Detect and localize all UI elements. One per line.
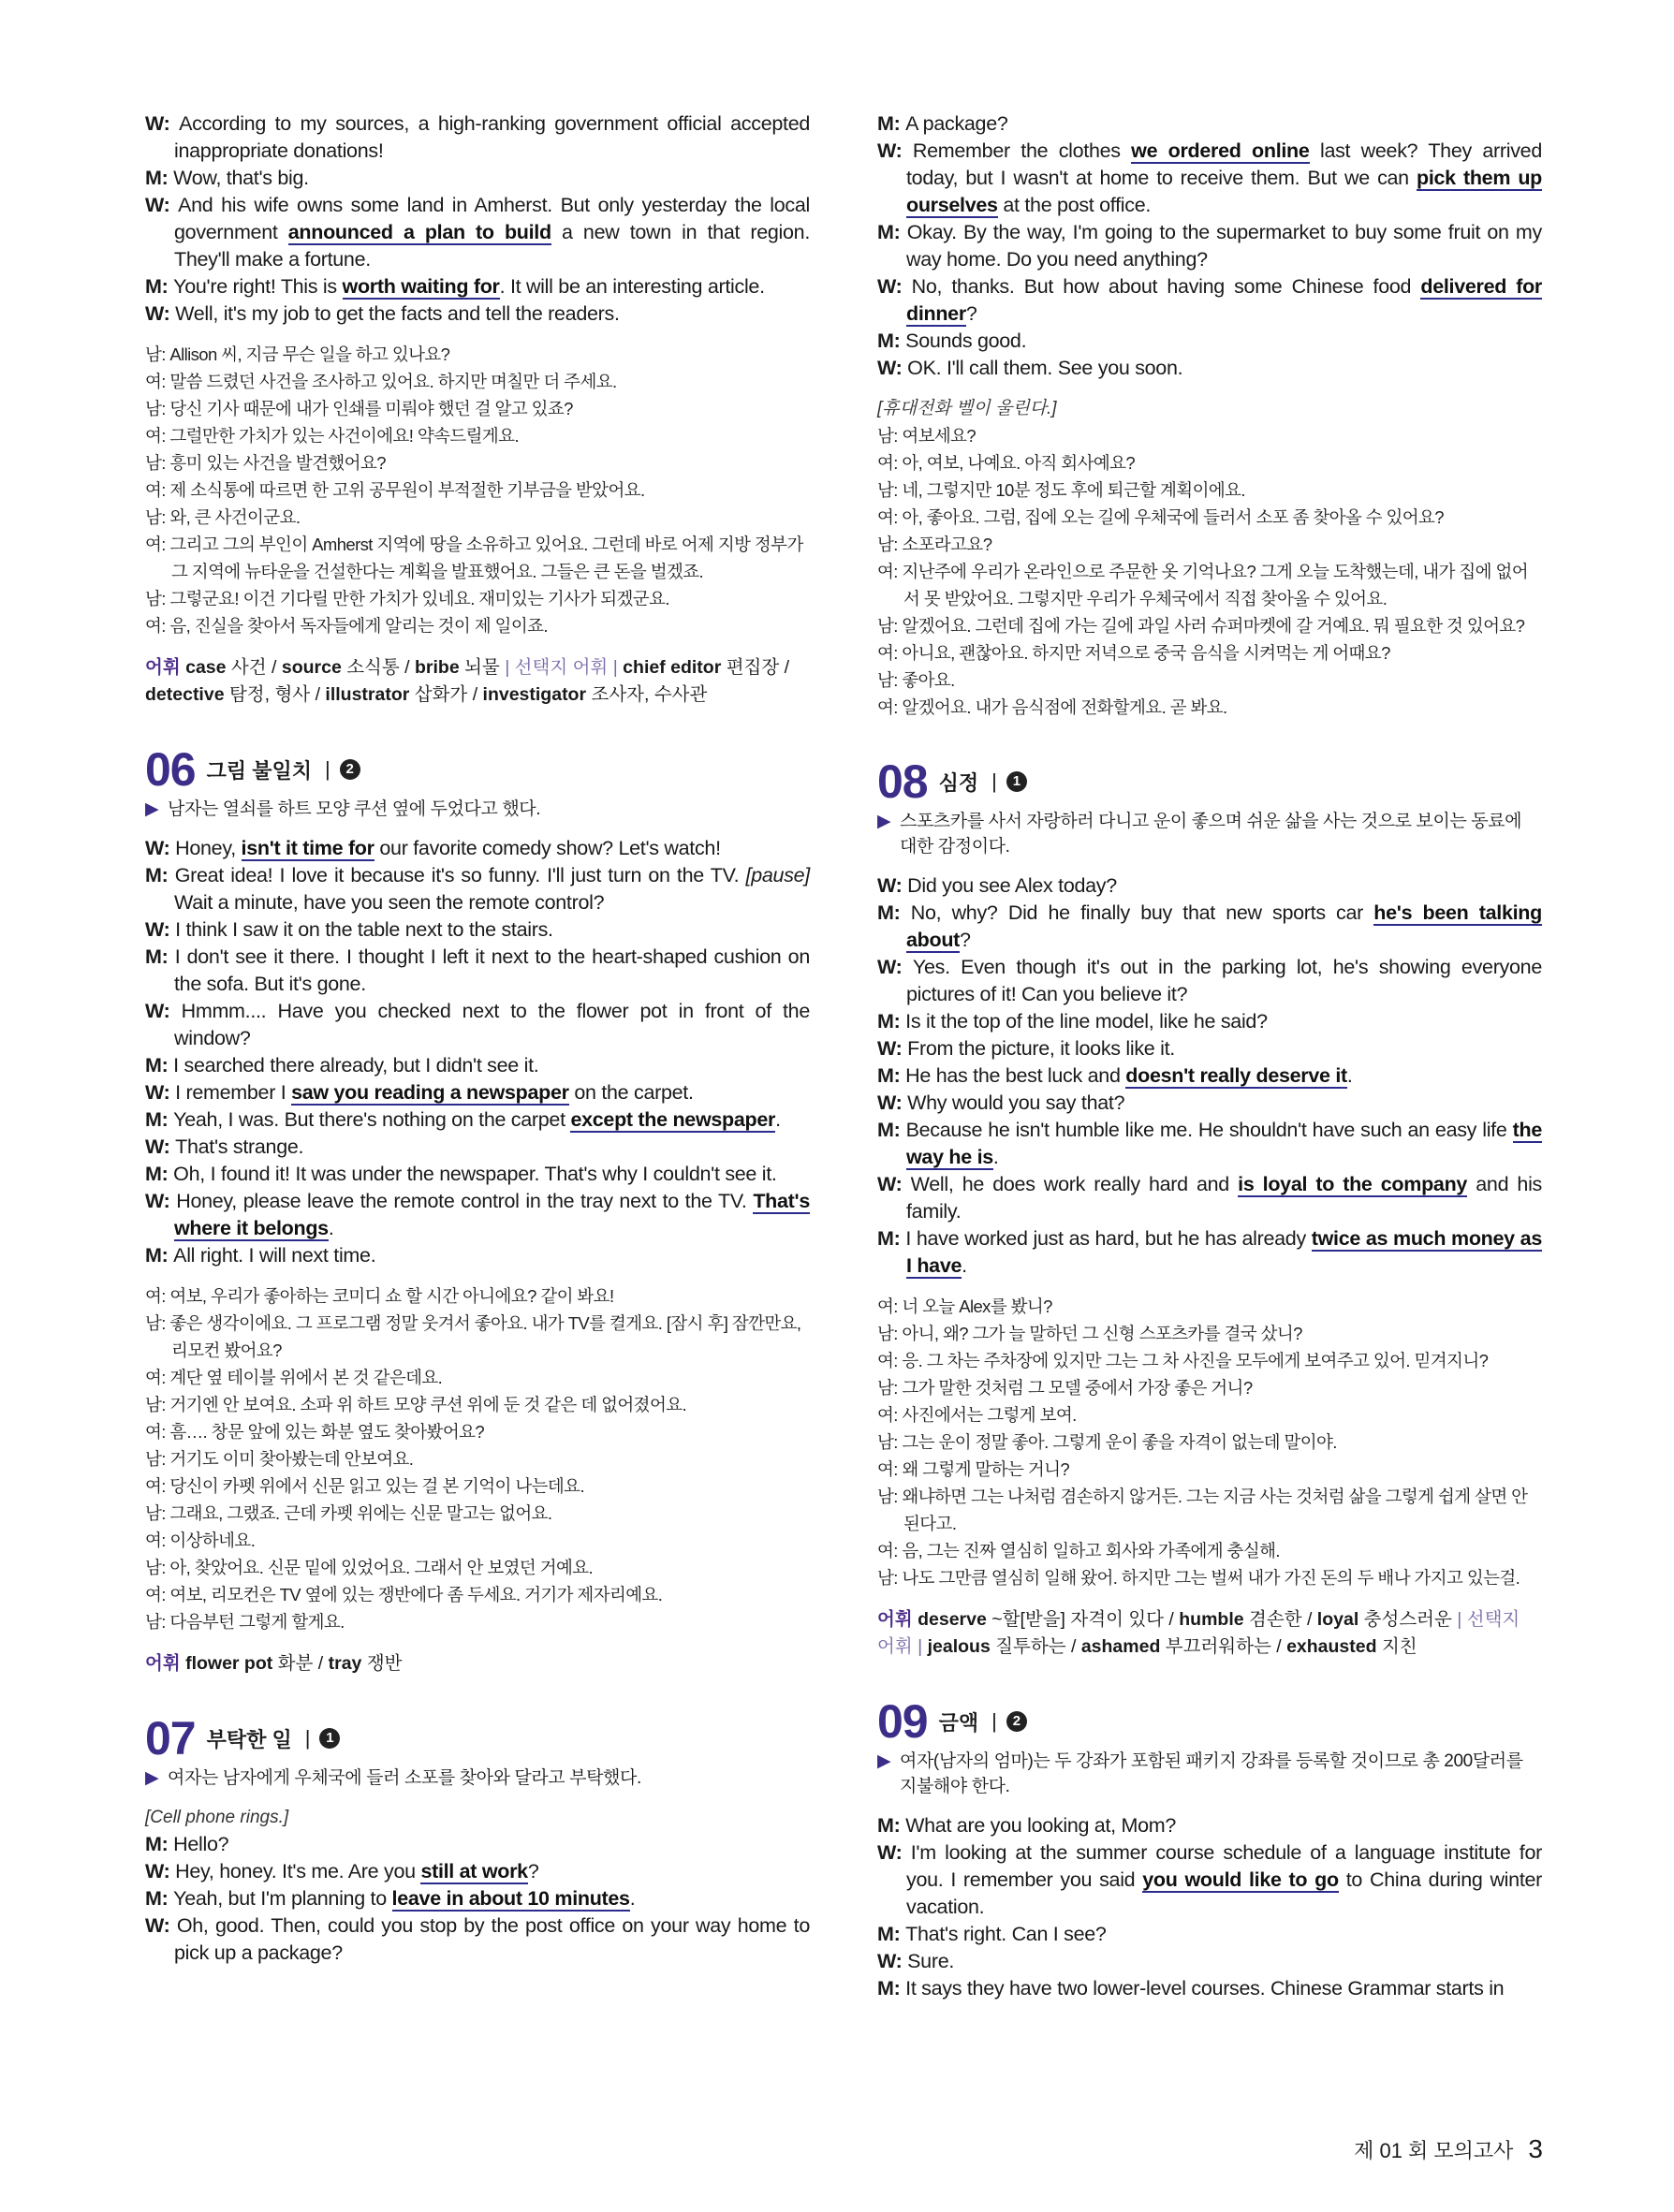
key-phrase: twice as much money as I have (906, 1227, 1542, 1277)
speaker-label: M: (145, 945, 175, 968)
section-summary (145, 797, 810, 822)
key-phrase: That's where it belongs (174, 1190, 810, 1239)
stage-cue: [Cell phone rings.] (145, 1808, 289, 1827)
dialogue-text: Remember the clothes (912, 139, 1132, 162)
dialogue-text: last week? They arrived today, but I wasn't at home to receive them. But we can (906, 139, 1542, 189)
dialogue-line (145, 1885, 810, 1912)
korean-line: 남: 아, 찾았어요. 신문 밑에 있었어요. 그래서 안 보였던 거예요. (145, 1558, 594, 1577)
dialogue-line (877, 1225, 1542, 1280)
korean-line: 남: 그렇군요! 이건 기다릴 만한 가치가 있네요. 재미있는 기사가 되겠군요. (145, 589, 669, 608)
speaker-label: W: (877, 1037, 908, 1060)
speaker-label: M: (877, 901, 911, 924)
arrow-icon: ▶ (877, 1751, 891, 1771)
dialogue-line (877, 273, 1542, 328)
dialogue-line (145, 273, 810, 300)
korean-line: 남: 그는 운이 정말 좋아. 그렇게 운이 좋을 자격이 없는데 말이야. (877, 1432, 1337, 1452)
vocab-meaning: ~할[받을] 자격이 있다 / (986, 1609, 1180, 1630)
section-06 (145, 742, 810, 1677)
dialogue-05 (145, 110, 810, 328)
dialogue-line (145, 1134, 810, 1161)
korean-line: 여: 당신이 카펫 위에서 신문 읽고 있는 걸 본 기억이 나는데요. (145, 1476, 584, 1496)
dialogue-line (877, 1948, 1542, 1975)
dialogue-text: ? (960, 929, 971, 951)
dialogue-text: That's strange. (175, 1135, 304, 1158)
dialogue-line (877, 110, 1542, 138)
dialogue-text: at the post office. (997, 194, 1152, 216)
korean-line: 남: 흥미 있는 사건을 발견했어요? (145, 453, 386, 473)
vocab-word: chief editor (617, 657, 722, 678)
vocab-tag: 어휘 (145, 1653, 186, 1674)
korean-line: 여: 음, 진실을 찾아서 독자들에게 알리는 것이 제 일이죠. (145, 616, 548, 636)
dialogue-text: ? (965, 302, 977, 325)
key-phrase: still at work (420, 1860, 528, 1882)
answer-number-badge: 1 (1006, 771, 1027, 792)
vocab-word: jealous (922, 1636, 991, 1657)
dialogue-line (877, 219, 1542, 273)
dialogue-line (145, 1079, 810, 1106)
korean-line: 여: 제 소식통에 따르면 한 고위 공무원이 부적절한 기부금을 받았어요. (145, 480, 645, 500)
section-08 (877, 754, 1542, 1661)
vocab-meaning: 편집장 / (721, 657, 790, 678)
section-summary (877, 1749, 1542, 1799)
dialogue-text: That's right. Can I see? (905, 1923, 1107, 1945)
cue-07-korean: [휴대전화 벨이 울린다.] (877, 399, 1057, 418)
dialogue-text: Oh, good. Then, could you stop by the post office on your way home to pick up a package? (174, 1914, 811, 1964)
section-07 (145, 1711, 810, 1967)
speaker-label: W: (877, 139, 913, 162)
speaker-label: M: (145, 1108, 174, 1131)
vocab-tag: 어휘 (145, 657, 186, 678)
arrow-icon: ▶ (145, 799, 159, 819)
dialogue (877, 1812, 1542, 2002)
dialogue-line (877, 1839, 1542, 1921)
dialogue-line (145, 110, 810, 165)
dialogue-line (877, 872, 1542, 900)
vocab-05 (145, 654, 810, 709)
korean-line: 남: 거기엔 안 보여요. 소파 위 하트 모양 쿠션 위에 둔 것 같은 데 없어졌어요. (145, 1395, 687, 1414)
dialogue-line (145, 1912, 810, 1967)
speaker-label: M: (145, 864, 175, 886)
vocab-meaning: 사건 / (226, 657, 282, 678)
dialogue-line (145, 1052, 810, 1079)
dialogue-line (877, 138, 1542, 219)
speaker-label: W: (877, 357, 908, 379)
key-phrase: worth waiting for (342, 275, 500, 298)
section-title: 금액 (938, 1710, 979, 1735)
left-column (145, 110, 810, 1967)
dialogue-line (145, 165, 810, 192)
korean-line: 여: 계단 옆 테이블 위에서 본 것 같은데요. (145, 1368, 443, 1387)
korean-line: 남: 당신 기사 때문에 내가 인쇄를 미뤄야 했던 걸 알고 있죠? (145, 399, 573, 418)
korean-line: 여: 아, 좋아요. 그럼, 집에 오는 길에 우체국에 들러서 소포 좀 찾아올 수 있어요? (877, 507, 1445, 527)
vocab-word: bribe (414, 657, 460, 678)
answer-number-badge: 2 (1006, 1711, 1027, 1732)
korean-line: 여: 그럴만한 가치가 있는 사건이에요! 약속드릴게요. (145, 426, 520, 446)
dialogue-line (145, 192, 810, 273)
speaker-label: W: (877, 1173, 911, 1195)
vocab-meaning: 지친 (1376, 1636, 1417, 1657)
vocab-word: source (281, 657, 342, 678)
korean-line: 남: 소포라고요? (877, 535, 992, 554)
korean-line: 여: 왜 그렇게 말하는 거니? (877, 1459, 1070, 1479)
dialogue-text: What are you looking at, Mom? (905, 1814, 1177, 1837)
speaker-label: M: (877, 112, 906, 135)
footer-label: 제 01 회 모의고사 (1354, 2138, 1514, 2162)
dialogue-text: No, thanks. But how about having some Chinese food (911, 275, 1421, 298)
dialogue-text: . It will be an interesting article. (499, 275, 765, 298)
section-number: 06 (145, 743, 196, 796)
speaker-label: M: (877, 1010, 906, 1033)
speaker-label: W: (145, 194, 179, 216)
dialogue-line (145, 1106, 810, 1134)
key-phrase: except the newspaper (570, 1108, 776, 1131)
key-phrase: we ordered online (1131, 139, 1310, 162)
speaker-label: M: (145, 167, 174, 189)
key-phrase: leave in about 10 minutes (391, 1887, 630, 1910)
speaker-label: W: (145, 1190, 177, 1212)
dialogue-text: Is it the top of the line model, like he said? (905, 1010, 1268, 1033)
vocab-tag: 어휘 (877, 1609, 918, 1630)
speaker-label: M: (877, 1064, 906, 1087)
korean-line: 여: 음, 그는 진짜 열심히 일하고 회사와 가족에게 충실해. (877, 1541, 1280, 1560)
dialogue-text: Wow, that's big. (173, 167, 309, 189)
korean-line: 남: 나도 그만큼 열심히 일해 왔어. 하지만 그는 벌써 내가 가진 돈의 두 배나 가지고 있는걸. (877, 1568, 1520, 1588)
korean-line: 남: 여보세요? (877, 426, 976, 446)
section-divider: | (325, 757, 330, 781)
dialogue-text: All right. I will next time. (173, 1244, 376, 1267)
dialogue-text: No, why? Did he finally buy that new sports car (910, 901, 1374, 924)
vocab-list (145, 1650, 810, 1677)
dialogue-line (877, 1921, 1542, 1948)
section-divider: | (991, 769, 997, 793)
dialogue-text: According to my sources, a high-ranking government official accepted inappropriate donations! (174, 112, 811, 162)
right-column (877, 110, 1542, 2002)
dialogue-text: Great idea! I love it because it's so funny. I'll just turn on the TV. (174, 864, 746, 886)
dialogue-text: A package? (905, 112, 1008, 135)
section-header (145, 1711, 810, 1765)
section-header (145, 742, 810, 797)
vocab-word: tray (328, 1653, 362, 1674)
speaker-label: W: (145, 1135, 176, 1158)
vocab-word: exhausted (1286, 1636, 1377, 1657)
speaker-label: M: (145, 1163, 174, 1185)
dialogue-text: Hmmm.... Have you checked next to the flower pot in front of the window? (174, 1000, 810, 1049)
speaker-label: M: (145, 1054, 174, 1077)
dialogue-line (877, 900, 1542, 954)
dialogue-text: . (992, 1146, 999, 1168)
korean-translation-07 (877, 422, 1542, 721)
vocab-separator: | 선택지 어휘 | (505, 657, 618, 678)
section-title: 부탁한 일 (206, 1727, 292, 1751)
dialogue-text: Yeah, but I'm planning to (173, 1887, 392, 1910)
dialogue-text: . (629, 1887, 636, 1910)
key-phrase: you would like to go (1142, 1868, 1339, 1891)
dialogue-text: I searched there already, but I didn't see it. (173, 1054, 539, 1077)
dialogue-line (877, 954, 1542, 1008)
section-number: 09 (877, 1695, 928, 1748)
section-summary (877, 809, 1542, 859)
vocab-meaning: 소식통 / (341, 657, 415, 678)
dialogue (877, 872, 1542, 1280)
dialogue-text: and his family. (906, 1173, 1542, 1223)
dialogue-line (877, 1062, 1542, 1090)
speaker-label: M: (877, 1977, 906, 2000)
korean-line: 여: 말씀 드렸던 사건을 조사하고 있어요. 하지만 며칠만 더 주세요. (145, 372, 617, 391)
dialogue-text: ? (527, 1860, 539, 1882)
dialogue-text: From the picture, it looks like it. (907, 1037, 1175, 1060)
vocab-word: investigator (482, 684, 587, 705)
dialogue-line (877, 328, 1542, 355)
korean-translation (145, 1282, 810, 1635)
dialogue-line (145, 916, 810, 944)
speaker-label: W: (877, 956, 913, 978)
summary-text: 남자는 열쇠를 하트 모양 쿠션 옆에 두었다고 했다. (168, 799, 541, 819)
dialogue-line (877, 1975, 1542, 2002)
speaker-label: M: (877, 330, 906, 352)
dialogue-text: Honey, (175, 837, 242, 859)
speaker-label: M: (145, 1887, 174, 1910)
dialogue-line (877, 1117, 1542, 1171)
section-number: 07 (145, 1712, 196, 1765)
key-phrase: he's been talking about (906, 901, 1542, 951)
dialogue-text: Because he isn't humble like me. He shouldn't have such an easy life (905, 1119, 1513, 1141)
vocab-meaning: 탐정, 형사 / (224, 684, 326, 705)
korean-line: 여: 아니요, 괜찮아요. 하지만 저녁으로 중국 음식을 시켜먹는 게 어때요? (877, 643, 1390, 663)
speaker-label: M: (877, 1227, 906, 1250)
dialogue-text: Oh, I found it! It was under the newspaper. That's why I couldn't see it. (173, 1163, 777, 1185)
vocab-meaning: 충성스러운 (1358, 1609, 1458, 1630)
section-divider: | (304, 1726, 311, 1750)
korean-line: 여: 너 오늘 Alex를 봤니? (877, 1296, 1052, 1316)
korean-translation (877, 1293, 1542, 1591)
korean-line: 남: Allison 씨, 지금 무슨 일을 하고 있나요? (145, 344, 450, 364)
vocab-word: illustrator (325, 684, 410, 705)
dialogue-line (145, 300, 810, 328)
arrow-icon: ▶ (877, 812, 891, 831)
key-phrase: is loyal to the company (1238, 1173, 1468, 1195)
speaker-label: M: (145, 1833, 174, 1855)
dialogue-text: And his wife owns some land in Amherst. But only yesterday the local government (174, 194, 810, 243)
dialogue-text: Yeah, I was. But there's nothing on the carpet (173, 1108, 571, 1131)
arrow-icon: ▶ (145, 1768, 159, 1788)
key-phrase: announced a plan to build (287, 221, 551, 243)
korean-line: 여: 그리고 그의 부인이 Amherst 지역에 땅을 소유하고 있어요. 그런데 바로 어제 지방 정부가 그 지역에 뉴타운을 건설한다는 계획을 발표했어요. 그들은 큰 돈을 벌겠죠. (145, 535, 803, 581)
dialogue-text: Sure. (907, 1950, 955, 1972)
vocab-word: humble (1179, 1609, 1244, 1630)
speaker-label: M: (877, 1814, 906, 1837)
vocab-list (877, 1606, 1542, 1661)
korean-line: 남: 아니, 왜? 그가 늘 말하던 그 신형 스포츠카를 결국 샀니? (877, 1324, 1302, 1343)
korean-line: 남: 그가 말한 것처럼 그 모델 중에서 가장 좋은 거니? (877, 1378, 1253, 1398)
dialogue-text: Yes. Even though it's out in the parking lot, he's showing everyone pictures of it! Can you believe it? (906, 956, 1542, 1005)
vocab-word: ashamed (1080, 1636, 1161, 1657)
dialogue-text: . (1346, 1064, 1353, 1087)
korean-line: 남: 왜냐하면 그는 나처럼 겸손하지 않거든. 그는 지금 사는 것처럼 삶을 그렇게 쉽게 살면 안 된다고. (877, 1487, 1528, 1533)
dialogue-line (877, 355, 1542, 382)
dialogue-text: I think I saw it on the table next to the stairs. (175, 918, 553, 941)
section-title: 그림 불일치 (206, 758, 312, 783)
dialogue-line (145, 1242, 810, 1269)
key-phrase: isn't it time for (241, 837, 374, 859)
korean-line: 여: 여보, 리모컨은 TV 옆에 있는 쟁반에다 좀 두세요. 거기가 제자리예요. (145, 1585, 663, 1604)
dialogue-text: our favorite comedy show? Let's watch! (374, 837, 721, 859)
dialogue-text: Hey, honey. It's me. Are you (175, 1860, 421, 1882)
korean-line: 남: 와, 큰 사건이군요. (145, 507, 301, 527)
dialogue-text: . (962, 1254, 967, 1277)
speaker-label: W: (877, 1841, 911, 1864)
vocab-word: case (185, 657, 227, 678)
speaker-label: W: (145, 302, 176, 325)
dialogue-text: a new town in that region. They'll make a fortune. (174, 221, 811, 271)
speaker-label: W: (877, 1091, 908, 1114)
speaker-label: W: (145, 1000, 182, 1022)
dialogue-line (145, 1858, 810, 1885)
section-header (877, 1694, 1542, 1749)
speaker-label: M: (145, 275, 174, 298)
dialogue-text: He has the best luck and (905, 1064, 1126, 1087)
dialogue-line (877, 1171, 1542, 1225)
dialogue-line (877, 1035, 1542, 1062)
speaker-label: W: (145, 1914, 177, 1937)
vocab-separator: | 선택지 어휘 | (877, 1609, 1520, 1657)
korean-line: 여: 흠…. 창문 앞에 있는 화분 옆도 찾아봤어요? (145, 1422, 485, 1442)
dialogue-text: to China during winter vacation. (906, 1868, 1543, 1918)
key-phrase: doesn't really deserve it (1125, 1064, 1347, 1087)
section-divider: | (991, 1709, 997, 1733)
speaker-label: W: (877, 874, 908, 897)
speaker-label: M: (877, 221, 907, 243)
vocab-word: flower pot (185, 1653, 273, 1674)
dialogue-07-cont (877, 110, 1542, 382)
speaker-label: W: (877, 275, 912, 298)
korean-line: 여: 아, 여보, 나예요. 아직 회사예요? (877, 453, 1136, 473)
vocab-meaning: 쟁반 (361, 1653, 403, 1674)
korean-line: 여: 사진에서는 그렇게 보여. (877, 1405, 1077, 1425)
summary-text: 스포츠카를 사서 자랑하러 다니고 운이 좋으며 쉬운 삶을 사는 것으로 보이는 동료에 대한 감정이다. (900, 812, 1522, 857)
dialogue-text: Wait a minute, have you seen the remote control? (174, 891, 605, 914)
dialogue-text: You're right! This is (173, 275, 343, 298)
dialogue-text: Why would you say that? (907, 1091, 1125, 1114)
section-number: 08 (877, 755, 928, 808)
vocab-word: detective (145, 684, 225, 705)
speaker-label: M: (145, 1244, 174, 1267)
vocab-meaning: 부끄러워하는 / (1160, 1636, 1287, 1657)
section-summary (145, 1765, 810, 1791)
dialogue-line (877, 1090, 1542, 1117)
speaker-label: W: (877, 1950, 908, 1972)
speaker-label: W: (145, 837, 176, 859)
key-phrase: pick them up ourselves (906, 167, 1542, 216)
vocab-meaning: 조사자, 수사관 (586, 684, 708, 705)
korean-line: 여: 지난주에 우리가 온라인으로 주문한 옷 기억나요? 그게 오늘 도착했는데, 내가 집에 없어서 못 받았어요. 그렇지만 우리가 우체국에서 직접 찾아올 수 있어요. (877, 562, 1529, 608)
speaker-label: M: (877, 1119, 906, 1141)
section-09 (877, 1694, 1542, 2002)
dialogue-text: . (328, 1217, 334, 1239)
dialogue-text: . (775, 1108, 781, 1131)
dialogue-text: Sounds good. (905, 330, 1027, 352)
dialogue-line (145, 944, 810, 998)
page-footer (1354, 2134, 1543, 2164)
dialogue-text: on the carpet. (568, 1081, 694, 1104)
vocab-meaning: 질투하는 / (990, 1636, 1081, 1657)
dialogue-text: I don't see it there. I thought I left it next to the heart-shaped cushion on the sofa. But it's gone. (174, 945, 810, 995)
vocab-meaning: 삽화가 / (409, 684, 483, 705)
korean-translation-05 (145, 341, 810, 639)
dialogue-text: OK. I'll call them. See you soon. (907, 357, 1183, 379)
korean-line: 여: 이상하네요. (145, 1531, 256, 1550)
dialogue-line (145, 1831, 810, 1858)
dialogue-line (145, 862, 810, 916)
dialogue-line (145, 1188, 810, 1242)
dialogue-text: Well, he does work really hard and (910, 1173, 1239, 1195)
dialogue-line (145, 998, 810, 1052)
vocab-word: deserve (918, 1609, 987, 1630)
korean-line: 남: 좋은 생각이에요. 그 프로그램 정말 웃겨서 좋아요. 내가 TV를 켤게요. [잠시 후] 잠깐만요, 리모컨 봤어요? (145, 1313, 801, 1360)
speaker-label: W: (145, 112, 180, 135)
korean-line: 남: 거기도 이미 찾아봤는데 안보여요. (145, 1449, 414, 1469)
section-title: 심정 (938, 770, 979, 795)
vocab-meaning: 화분 / (272, 1653, 329, 1674)
page-number: 3 (1528, 2134, 1543, 2163)
vocab-word: loyal (1316, 1609, 1359, 1630)
korean-line: 남: 다음부턴 그렇게 할게요. (145, 1612, 345, 1632)
korean-line: 남: 좋아요. (877, 670, 955, 690)
summary-text: 여자는 남자에게 우체국에 들러 소포를 찾아와 달라고 부탁했다. (168, 1768, 641, 1788)
dialogue-text: Well, it's my job to get the facts and tell the readers. (175, 302, 620, 325)
speaker-label: W: (145, 1081, 176, 1104)
stage-direction: [pause] (745, 864, 810, 886)
korean-line: 여: 알겠어요. 내가 음식점에 전화할게요. 곧 봐요. (877, 697, 1227, 717)
dialogue-line (877, 1008, 1542, 1035)
key-phrase: saw you reading a newspaper (291, 1081, 569, 1104)
dialogue-text: I'm looking at the summer course schedule of a language institute for you. I remember you said (906, 1841, 1542, 1891)
key-phrase: the way he is (906, 1119, 1542, 1168)
dialogue-text: I have worked just as hard, but he has already (905, 1227, 1312, 1250)
dialogue-line (877, 1812, 1542, 1839)
vocab-meaning: 뇌물 (459, 657, 506, 678)
speaker-label: M: (877, 1923, 906, 1945)
korean-line: 여: 응. 그 차는 주차장에 있지만 그는 그 차 사진을 모두에게 보여주고 있어. 믿겨지니? (877, 1351, 1489, 1370)
section-header (877, 754, 1542, 809)
dialogue-text: Honey, please leave the remote control in the tray next to the TV. (176, 1190, 754, 1212)
korean-line: 여: 여보, 우리가 좋아하는 코미디 쇼 할 시간 아니에요? 같이 봐요! (145, 1286, 614, 1306)
korean-line: 남: 알겠어요. 그런데 집에 가는 길에 과일 사러 슈퍼마켓에 갈 거예요. 뭐 필요한 것 있어요? (877, 616, 1525, 636)
dialogue-text: Did you see Alex today? (907, 874, 1117, 897)
dialogue (145, 835, 810, 1269)
dialogue-text: It says they have two lower-level courses. Chinese Grammar starts in (905, 1977, 1505, 2000)
key-phrase: delivered for dinner (906, 275, 1542, 325)
dialogue (145, 1831, 810, 1967)
dialogue-text: Okay. By the way, I'm going to the supermarket to buy some fruit on my way home. Do you need anything? (906, 221, 1542, 271)
dialogue-text: I remember I (175, 1081, 292, 1104)
answer-number-badge: 2 (340, 759, 360, 780)
vocab-meaning: 겸손한 / (1243, 1609, 1317, 1630)
korean-line: 남: 그래요, 그랬죠. 근데 카펫 위에는 신문 말고는 없어요. (145, 1503, 552, 1523)
dialogue-text: Hello? (173, 1833, 229, 1855)
answer-number-badge: 1 (319, 1728, 340, 1749)
dialogue-line (145, 1161, 810, 1188)
korean-line: 남: 네, 그렇지만 10분 정도 후에 퇴근할 계획이에요. (877, 480, 1245, 500)
summary-text: 여자(남자의 엄마)는 두 강좌가 포함된 패키지 강좌를 등록할 것이므로 총 200달러를 지불해야 한다. (900, 1751, 1523, 1796)
dialogue-line (145, 835, 810, 862)
speaker-label: W: (145, 1860, 176, 1882)
speaker-label: W: (145, 918, 176, 941)
